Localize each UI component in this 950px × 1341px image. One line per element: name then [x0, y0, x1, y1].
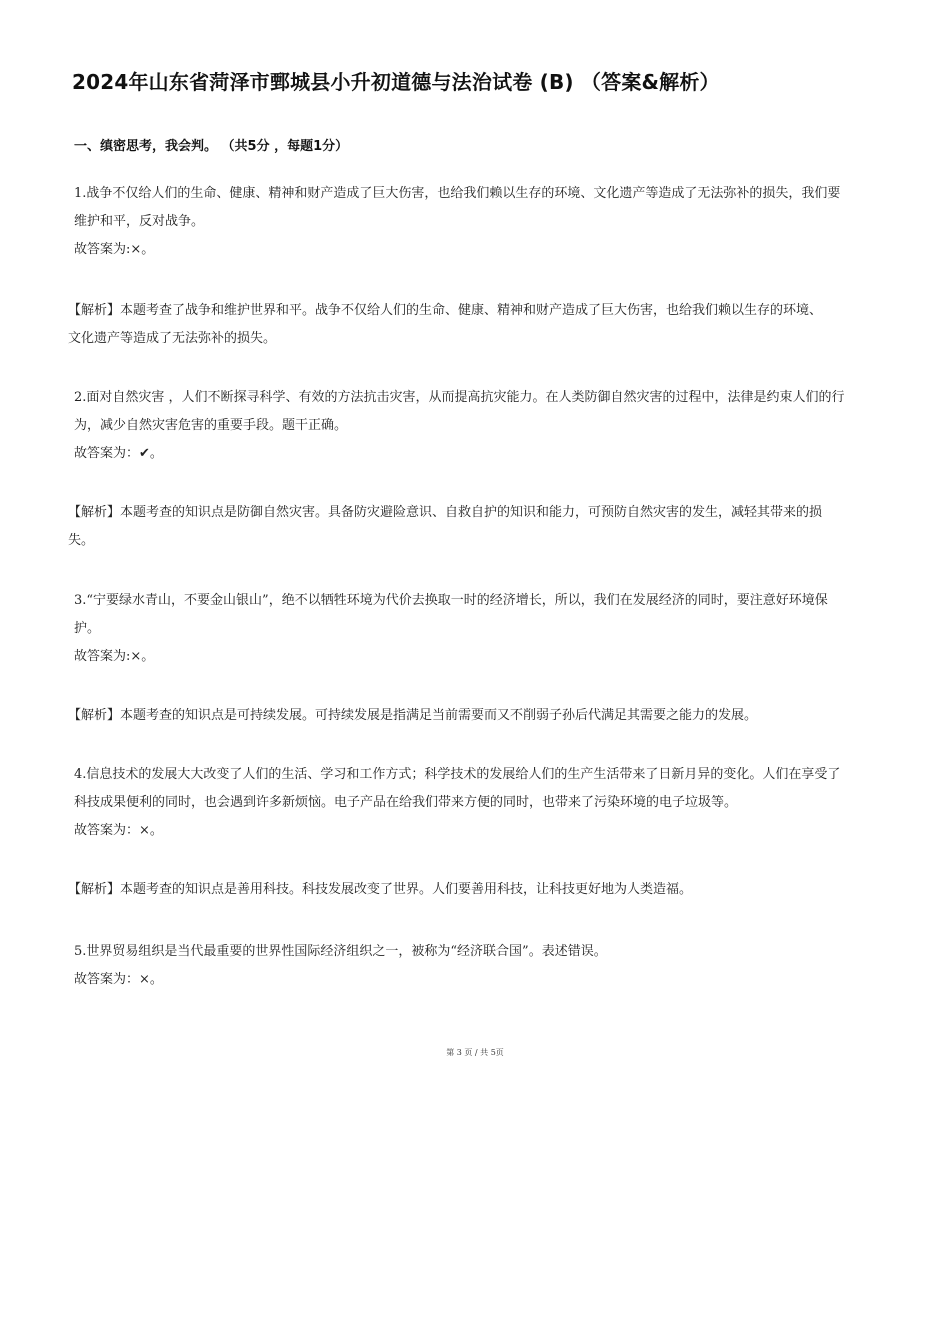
- question-text-line: 护。: [74, 621, 101, 636]
- question-text-line: 4.信息技术的发展大大改变了人们的生活、学习和工作方式；科学技术的发展给人们的生产生活带来了日新月异的变化。人们在享受了: [74, 767, 841, 782]
- analysis-text-line: 文化遗产等造成了无法弥补的损失。: [68, 331, 277, 346]
- document-title: 2024年山东省菏泽市鄄城县小升初道德与法治试卷 (B) （答案&解析）: [72, 70, 720, 94]
- analysis-4: [68, 876, 888, 904]
- question-text-line: 2.面对自然灾害 ，人们不断探寻科学、有效的方法抗击灾害，从而提高抗灾能力。在人类防御自然灾害的过程中，法律是约束人们的行: [74, 390, 845, 405]
- analysis-text-line: 【解析】本题考查的知识点是善用科技。科技发展改变了世界。人们要善用科技，让科技更好地为人类造福。: [68, 882, 693, 897]
- question-4: [74, 761, 894, 845]
- analysis-text-line: 失。: [68, 533, 95, 548]
- analysis-3: [68, 702, 888, 730]
- question-text-line: 3.“宁要绿水青山，不要金山银山”，绝不以牺牲环境为代价去换取一时的经济增长，所以，我们在发展经济的同时，要注意好环境保: [74, 593, 828, 608]
- question-1: [74, 180, 894, 264]
- answer-text: 故答案为：×。: [74, 972, 163, 987]
- answer-text: 故答案为:×。: [74, 649, 155, 664]
- page-footer: 第 3 页 / 共 5页: [446, 1048, 504, 1057]
- analysis-1: [68, 297, 888, 353]
- question-text-line: 1.战争不仅给人们的生命、健康、精神和财产造成了巨大伤害，也给我们赖以生存的环境、文化遗产等造成了无法弥补的损失，我们要: [74, 186, 841, 201]
- analysis-2: [68, 499, 888, 555]
- question-text-line: 为，减少自然灾害危害的重要手段。题干正确。: [74, 418, 348, 433]
- answer-text: 故答案为:×。: [74, 242, 155, 257]
- question-5: [74, 938, 894, 994]
- question-text-line: 维护和平，反对战争。: [74, 214, 205, 229]
- answer-text: 故答案为：✔。: [74, 446, 163, 461]
- analysis-text-line: 【解析】本题考查的知识点是可持续发展。可持续发展是指满足当前需要而又不削弱子孙后代满足其需要之能力的发展。: [68, 708, 758, 723]
- answer-text: 故答案为：×。: [74, 823, 163, 838]
- analysis-text-line: 【解析】本题考查的知识点是防御自然灾害。具备防灾避险意识、自救自护的知识和能力，可预防自然灾害的发生，减轻其带来的损: [68, 505, 823, 520]
- question-3: [74, 587, 894, 671]
- question-text-line: 5.世界贸易组织是当代最重要的世界性国际经济组织之一，被称为“经济联合国”。表述错误。: [74, 944, 607, 959]
- question-2: [74, 384, 894, 468]
- analysis-text-line: 【解析】本题考查了战争和维护世界和平。战争不仅给人们的生命、健康、精神和财产造成了巨大伤害，也给我们赖以生存的环境、: [68, 303, 823, 318]
- question-text-line: 科技成果便利的同时，也会遇到许多新烦恼。电子产品在给我们带来方便的同时，也带来了污染环境的电子垃圾等。: [74, 795, 738, 810]
- section-heading: 一、缜密思考，我会判。 （共5分 ，每题1分）: [74, 139, 349, 154]
